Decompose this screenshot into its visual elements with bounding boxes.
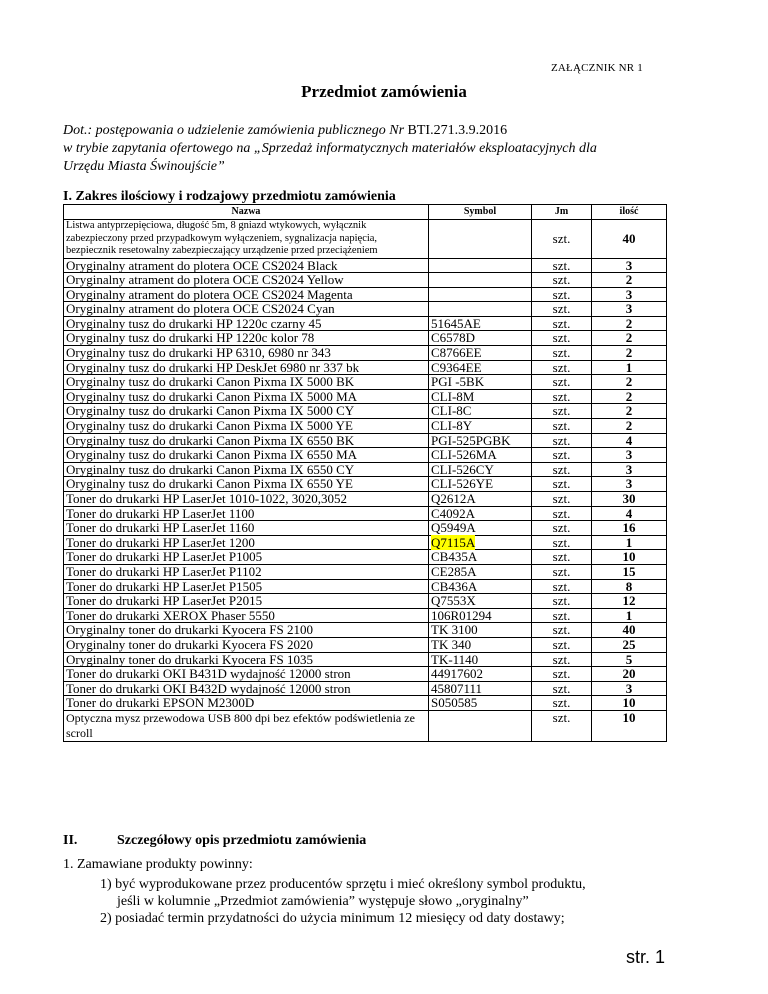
row-unit: szt. — [532, 220, 592, 259]
highlighted-symbol: Q7115A — [431, 534, 476, 550]
row-unit: szt. — [532, 579, 592, 594]
table-row — [64, 287, 667, 302]
row-symbol: Q2612A — [429, 492, 532, 507]
row-name: Listwa antyprzepięciowa, długość 5m, 8 gniazd wtykowych, wyłącznik zabezpieczony przed przypadkowym wyłączeniem, sygnalizacja napięcia, bezpiecznik resetowalny zabezpieczający urządzenie przed przeciążeniem — [64, 220, 429, 259]
header-symbol: Symbol — [429, 205, 532, 220]
row-qty: 3 — [592, 448, 667, 463]
table-row — [64, 419, 667, 434]
row-symbol: Q7553X — [429, 594, 532, 609]
row-symbol — [429, 220, 532, 259]
table-row — [64, 477, 667, 492]
table-row — [64, 492, 667, 507]
row-qty: 12 — [592, 594, 667, 609]
row-symbol — [429, 302, 532, 317]
row-qty: 3 — [592, 302, 667, 317]
intro-paragraph — [63, 122, 703, 176]
row-unit: szt. — [532, 433, 592, 448]
row-unit: szt. — [532, 258, 592, 273]
table-header-row — [64, 205, 667, 220]
row-unit: szt. — [532, 492, 592, 507]
row-qty: 4 — [592, 433, 667, 448]
row-qty: 1 — [592, 535, 667, 550]
row-unit: szt. — [532, 710, 592, 741]
row-name: Oryginalny toner do drukarki Kyocera FS 2100 — [64, 623, 429, 638]
row-symbol: TK 340 — [429, 637, 532, 652]
header-unit: Jm — [532, 205, 592, 220]
section-1-heading: I. Zakres ilościowy i rodzajowy przedmiotu zamówienia — [63, 189, 396, 204]
table-row — [64, 375, 667, 390]
row-unit: szt. — [532, 360, 592, 375]
document-title: Przedmiot zamówienia — [301, 82, 467, 101]
section-2-number: II. — [63, 833, 78, 848]
row-unit: szt. — [532, 521, 592, 536]
row-name: Oryginalny tusz do drukarki Canon Pixma IX 6550 BK — [64, 433, 429, 448]
row-name: Oryginalny atrament do plotera OCE CS2024 Yellow — [64, 273, 429, 288]
row-qty: 1 — [592, 608, 667, 623]
row-unit: szt. — [532, 389, 592, 404]
table-row — [64, 448, 667, 463]
row-qty: 2 — [592, 346, 667, 361]
row-name: Toner do drukarki OKI B432D wydajność 12000 stron — [64, 681, 429, 696]
row-qty: 20 — [592, 667, 667, 682]
row-qty: 16 — [592, 521, 667, 536]
row-name: Oryginalny tusz do drukarki Canon Pixma IX 5000 YE — [64, 419, 429, 434]
row-qty: 8 — [592, 579, 667, 594]
row-qty: 3 — [592, 258, 667, 273]
table-row — [64, 681, 667, 696]
table-row — [64, 637, 667, 652]
row-unit: szt. — [532, 637, 592, 652]
row-symbol: CLI-526YE — [429, 477, 532, 492]
section-2-heading: Szczegółowy opis przedmiotu zamówienia — [117, 833, 367, 848]
intro-line-1 — [63, 122, 703, 140]
row-symbol: CLI-526MA — [429, 448, 532, 463]
row-symbol: CE285A — [429, 564, 532, 579]
intro-case-number: BTI.271.3.9.2016 — [404, 123, 508, 138]
list-subitem-1-line-2: jeśli w kolumnie „Przedmiot zamówienia” występuje słowo „oryginalny” — [117, 894, 529, 909]
row-unit: szt. — [532, 331, 592, 346]
row-symbol: PGI-525PGBK — [429, 433, 532, 448]
row-name: Optyczna mysz przewodowa USB 800 dpi bez efektów podświetlenia ze scroll — [64, 710, 429, 741]
row-name: Oryginalny atrament do plotera OCE CS2024 Cyan — [64, 302, 429, 317]
row-name: Toner do drukarki HP LaserJet 1010-1022, 3020,3052 — [64, 492, 429, 507]
row-name: Toner do drukarki EPSON M2300D — [64, 696, 429, 711]
row-unit: szt. — [532, 316, 592, 331]
row-symbol: C6578D — [429, 331, 532, 346]
row-name: Oryginalny tusz do drukarki Canon Pixma IX 5000 BK — [64, 375, 429, 390]
row-qty: 2 — [592, 331, 667, 346]
row-qty: 30 — [592, 492, 667, 507]
row-qty: 10 — [592, 696, 667, 711]
row-symbol: 51645AE — [429, 316, 532, 331]
row-qty: 2 — [592, 316, 667, 331]
row-name: Oryginalny tusz do drukarki HP 1220c kolor 78 — [64, 331, 429, 346]
row-unit: szt. — [532, 419, 592, 434]
table-row — [64, 331, 667, 346]
table-row — [64, 389, 667, 404]
row-unit: szt. — [532, 302, 592, 317]
row-name: Oryginalny tusz do drukarki HP 1220c czarny 45 — [64, 316, 429, 331]
row-name: Toner do drukarki OKI B431D wydajność 12000 stron — [64, 667, 429, 682]
row-unit: szt. — [532, 623, 592, 638]
table-row — [64, 521, 667, 536]
row-symbol: 106R01294 — [429, 608, 532, 623]
row-qty: 2 — [592, 273, 667, 288]
row-unit: szt. — [532, 696, 592, 711]
list-item-1: 1. Zamawiane produkty powinny: — [63, 857, 253, 872]
row-unit: szt. — [532, 535, 592, 550]
row-symbol — [429, 258, 532, 273]
row-name: Oryginalny tusz do drukarki Canon Pixma IX 5000 MA — [64, 389, 429, 404]
intro-line-1-italic: Dot.: postępowania o udzielenie zamówienia publicznego Nr — [63, 123, 405, 138]
list-subitem-1-line-1: 1) być wyprodukowane przez producentów sprzętu i mieć określony symbol produktu, — [100, 877, 586, 892]
table-row — [64, 623, 667, 638]
row-name: Toner do drukarki XEROX Phaser 5550 — [64, 608, 429, 623]
page-number: str. 1 — [625, 947, 665, 967]
row-qty: 2 — [592, 389, 667, 404]
row-unit: szt. — [532, 346, 592, 361]
row-qty: 2 — [592, 375, 667, 390]
row-qty: 3 — [592, 681, 667, 696]
table-row — [64, 608, 667, 623]
row-name: Toner do drukarki HP LaserJet P1505 — [64, 579, 429, 594]
table-row — [64, 564, 667, 579]
row-name: Toner do drukarki HP LaserJet P1005 — [64, 550, 429, 565]
row-symbol — [429, 535, 532, 550]
row-qty: 2 — [592, 404, 667, 419]
row-symbol: CLI-8M — [429, 389, 532, 404]
header-qty: ilość — [592, 205, 667, 220]
row-unit: szt. — [532, 564, 592, 579]
row-symbol: C4092A — [429, 506, 532, 521]
row-unit: szt. — [532, 652, 592, 667]
row-qty: 15 — [592, 564, 667, 579]
table-row — [64, 220, 667, 259]
table-row — [64, 710, 667, 741]
table-row — [64, 273, 667, 288]
row-unit: szt. — [532, 448, 592, 463]
table-row — [64, 346, 667, 361]
row-symbol: CLI-526CY — [429, 462, 532, 477]
row-name: Toner do drukarki HP LaserJet 1100 — [64, 506, 429, 521]
table-row — [64, 696, 667, 711]
table-row — [64, 316, 667, 331]
row-unit: szt. — [532, 273, 592, 288]
row-unit: szt. — [532, 404, 592, 419]
row-unit: szt. — [532, 462, 592, 477]
row-name: Oryginalny atrament do plotera OCE CS2024 Magenta — [64, 287, 429, 302]
items-table — [63, 204, 667, 742]
row-symbol: 45807111 — [429, 681, 532, 696]
row-symbol: CB436A — [429, 579, 532, 594]
table-row — [64, 550, 667, 565]
row-name: Oryginalny tusz do drukarki Canon Pixma IX 6550 MA — [64, 448, 429, 463]
row-name: Oryginalny toner do drukarki Kyocera FS 1035 — [64, 652, 429, 667]
row-symbol: C9364EE — [429, 360, 532, 375]
list-subitem-2: 2) posiadać termin przydatności do użycia minimum 12 miesięcy od daty dostawy; — [100, 911, 565, 926]
table-row — [64, 462, 667, 477]
table-row — [64, 404, 667, 419]
row-name: Toner do drukarki HP LaserJet P2015 — [64, 594, 429, 609]
row-symbol: S050585 — [429, 696, 532, 711]
row-unit: szt. — [532, 681, 592, 696]
row-qty: 10 — [592, 710, 667, 741]
table-row — [64, 652, 667, 667]
annex-label: ZAŁĄCZNIK NR 1 — [550, 62, 643, 74]
row-qty: 40 — [592, 623, 667, 638]
row-qty: 1 — [592, 360, 667, 375]
intro-line-3: Urzędu Miasta Świnoujście” — [63, 159, 225, 174]
row-unit: szt. — [532, 375, 592, 390]
row-name: Oryginalny toner do drukarki Kyocera FS 2020 — [64, 637, 429, 652]
row-symbol: TK-1140 — [429, 652, 532, 667]
header-name: Nazwa — [64, 205, 429, 220]
row-name: Oryginalny tusz do drukarki Canon Pixma IX 5000 CY — [64, 404, 429, 419]
row-unit: szt. — [532, 287, 592, 302]
row-symbol: Q5949A — [429, 521, 532, 536]
row-unit: szt. — [532, 594, 592, 609]
row-name: Oryginalny tusz do drukarki HP DeskJet 6980 nr 337 bk — [64, 360, 429, 375]
row-name: Oryginalny atrament do plotera OCE CS2024 Black — [64, 258, 429, 273]
row-qty: 3 — [592, 462, 667, 477]
row-name: Oryginalny tusz do drukarki Canon Pixma IX 6550 CY — [64, 462, 429, 477]
row-symbol — [429, 273, 532, 288]
row-qty: 5 — [592, 652, 667, 667]
table-row — [64, 594, 667, 609]
row-qty: 10 — [592, 550, 667, 565]
table-row — [64, 360, 667, 375]
row-qty: 25 — [592, 637, 667, 652]
row-name: Oryginalny tusz do drukarki Canon Pixma IX 6550 YE — [64, 477, 429, 492]
row-symbol: CLI-8Y — [429, 419, 532, 434]
list-subitem-1 — [100, 876, 700, 910]
row-unit: szt. — [532, 550, 592, 565]
table-row — [64, 535, 667, 550]
row-name: Toner do drukarki HP LaserJet P1102 — [64, 564, 429, 579]
table-row — [64, 506, 667, 521]
row-name: Toner do drukarki HP LaserJet 1160 — [64, 521, 429, 536]
row-symbol: 44917602 — [429, 667, 532, 682]
row-symbol — [429, 287, 532, 302]
row-symbol: CLI-8C — [429, 404, 532, 419]
row-symbol: C8766EE — [429, 346, 532, 361]
row-qty: 40 — [592, 220, 667, 259]
row-qty: 3 — [592, 287, 667, 302]
table-row — [64, 433, 667, 448]
row-symbol: PGI -5BK — [429, 375, 532, 390]
intro-line-2: w trybie zapytania ofertowego na „Sprzedaż informatycznych materiałów eksploatacyjnych dla — [63, 141, 597, 156]
row-name: Toner do drukarki HP LaserJet 1200 — [64, 535, 429, 550]
row-qty: 4 — [592, 506, 667, 521]
table-row — [64, 667, 667, 682]
row-name: Oryginalny tusz do drukarki HP 6310, 6980 nr 343 — [64, 346, 429, 361]
row-qty: 3 — [592, 477, 667, 492]
row-unit: szt. — [532, 477, 592, 492]
row-symbol: CB435A — [429, 550, 532, 565]
row-qty: 2 — [592, 419, 667, 434]
table-row — [64, 579, 667, 594]
table-row — [64, 258, 667, 273]
row-symbol: TK 3100 — [429, 623, 532, 638]
table-row — [64, 302, 667, 317]
row-unit: szt. — [532, 506, 592, 521]
row-unit: szt. — [532, 608, 592, 623]
row-symbol — [429, 710, 532, 741]
row-unit: szt. — [532, 667, 592, 682]
